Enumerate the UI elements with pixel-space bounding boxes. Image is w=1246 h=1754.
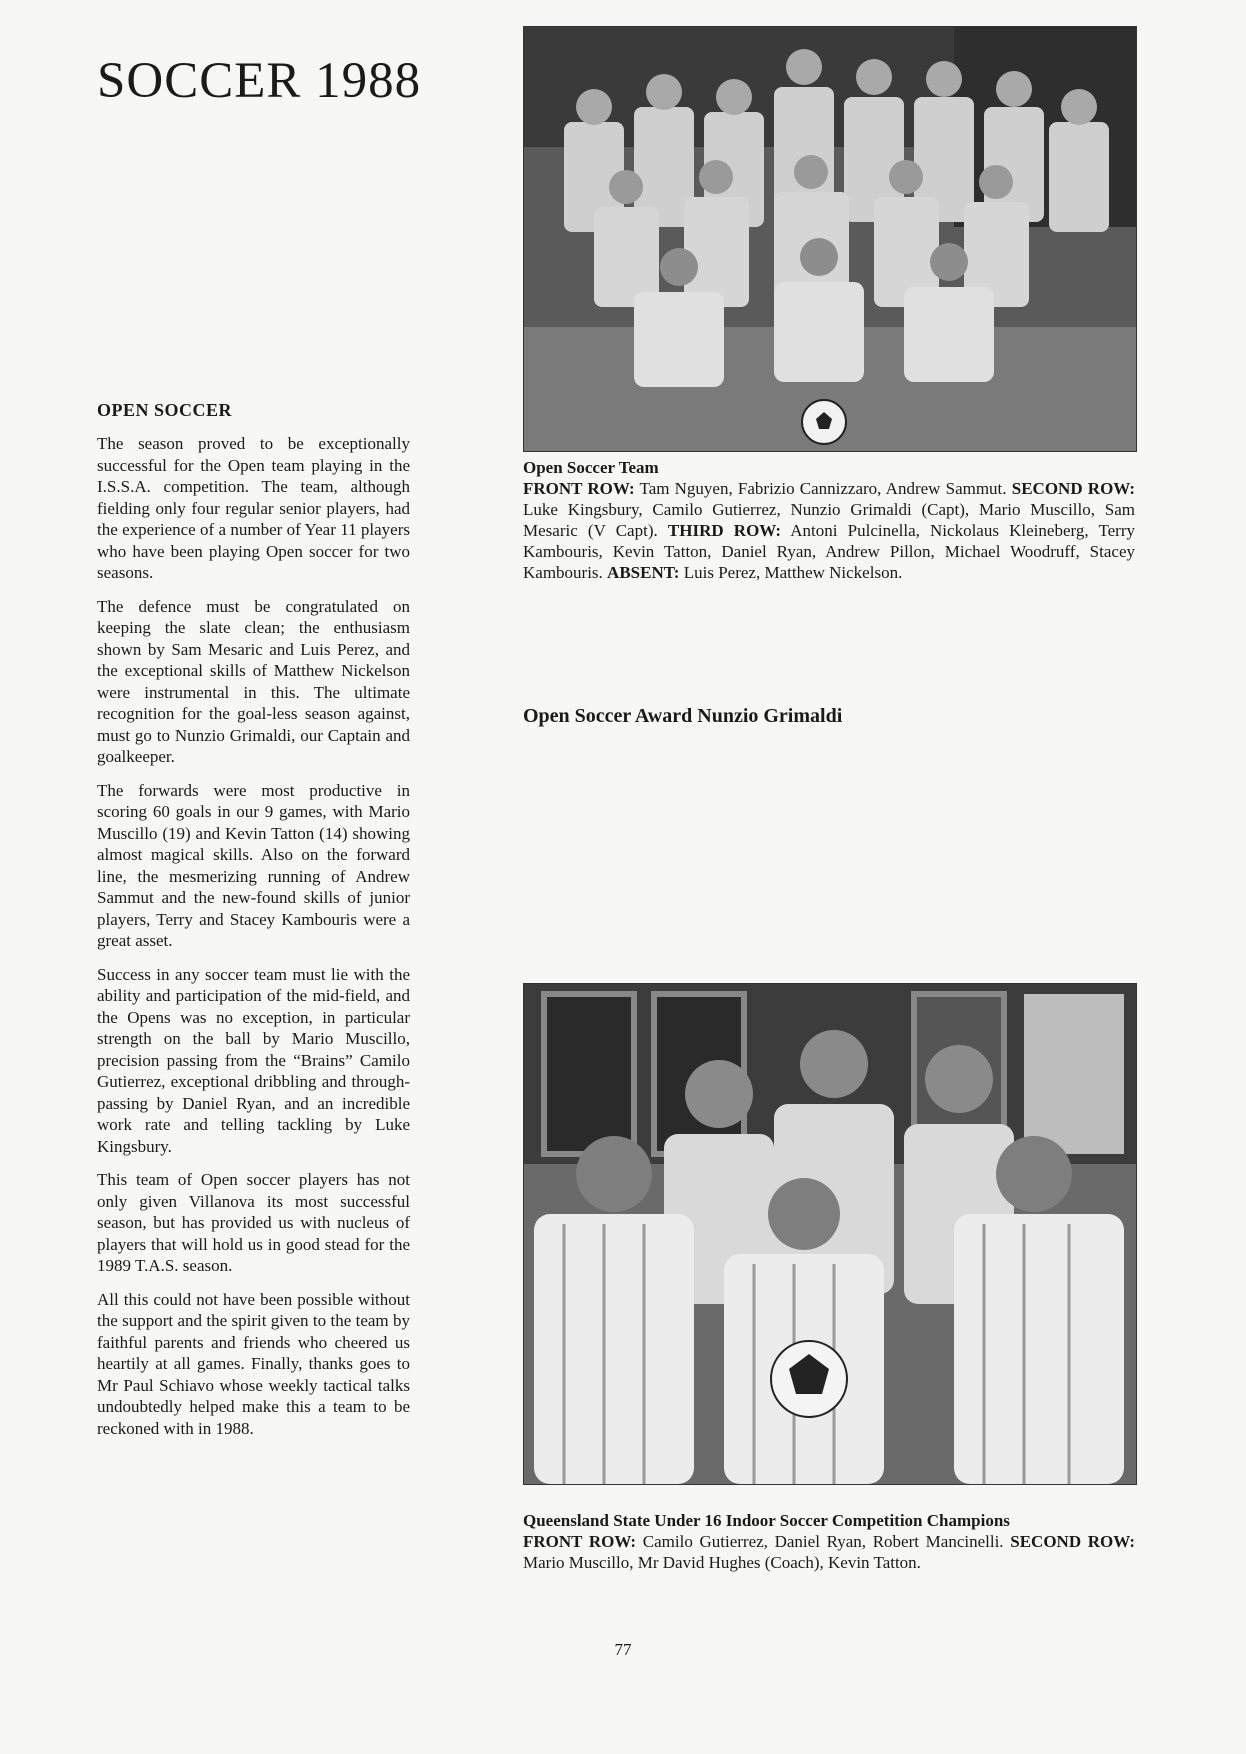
- article-paragraph: All this could not have been possible without the support and the spirit given to the team by faithful parents and friends who cheered us heartily at all games. Finally, thanks goes to Mr Paul Schiavo whose weekly tactical talks undoubtedly helped make this a team to be reckoned with in 1988.: [97, 1289, 410, 1438]
- open-soccer-team-photo: [523, 26, 1137, 452]
- open-team-caption: [523, 457, 1135, 583]
- second-row-label: SECOND ROW:: [1011, 479, 1136, 498]
- section-heading: OPEN SOCCER: [97, 400, 233, 420]
- article-column: [97, 400, 410, 1451]
- article-paragraph: The season proved to be exceptionally successful for the Open team playing in the I.S.S.A. competition. The team, although fielding only four regular senior players, had the experience of a number of Year 11 players who have been playing Open soccer for two seasons.: [97, 434, 410, 582]
- second-row-label: SECOND ROW:: [1010, 1532, 1135, 1551]
- front-row-names: Camilo Gutierrez, Daniel Ryan, Robert Mancinelli.: [636, 1532, 1004, 1551]
- second-row-names: Mario Muscillo, Mr David Hughes (Coach), Kevin Tatton.: [523, 1553, 921, 1572]
- front-row-names: Tam Nguyen, Fabrizio Cannizzaro, Andrew Sammut.: [634, 479, 1007, 498]
- open-team-caption-title: Open Soccer Team: [523, 458, 659, 477]
- front-row-label: FRONT ROW:: [523, 1532, 637, 1551]
- page-title: SOCCER 1988: [97, 53, 422, 109]
- article-paragraph: The defence must be congratulated on keeping the slate clean; the enthusiasm shown by Sam Mesaric and Luis Perez, and the exceptional skills of Matthew Nickelson were instrumental in this. The ultimate recognition for the goal-less season against, must go to Nunzio Grimaldi, our Captain and goalkeeper.: [97, 596, 410, 766]
- third-row-names: Antoni Pulcinella, Nickolaus Kleineberg, Terry Kambouris, Kevin Tatton, Daniel Ryan, Andrew Pillon, Michael Woodruff, Stacey Kambouris.: [523, 521, 1136, 582]
- article-paragraph: This team of Open soccer players has not only given Villanova its most successful season, but has provided us with nucleus of players that will hold us in good stead for the 1989 T.A.S. season.: [97, 1170, 410, 1275]
- page-number: 77: [614, 1640, 632, 1659]
- third-row-label: THIRD ROW:: [667, 521, 782, 540]
- indoor-caption: [523, 1510, 1135, 1573]
- indoor-champions-photo: [523, 983, 1137, 1485]
- award-heading: Open Soccer Award Nunzio Grimaldi: [523, 705, 843, 727]
- second-row-names: Luke Kingsbury, Camilo Gutierrez, Nunzio Grimaldi (Capt), Mario Muscillo, Sam Mesaric (V Capt).: [523, 500, 1135, 540]
- indoor-caption-title: Queensland State Under 16 Indoor Soccer Competition Champions: [523, 1511, 1010, 1530]
- absent-label: ABSENT:: [607, 563, 680, 582]
- article-paragraph: The forwards were most productive in scoring 60 goals in our 9 games, with Mario Muscillo (19) and Kevin Tatton (14) showing almost magical skills. Also on the forward line, the mesmerizing running of Andrew Sammut and the new-found skills of junior players, Terry and Stacey Kambouris were a great asset.: [97, 780, 410, 950]
- absent-names: Luis Perez, Matthew Nickelson.: [679, 563, 903, 582]
- front-row-label: FRONT ROW:: [523, 479, 635, 498]
- article-paragraph: Success in any soccer team must lie with the ability and participation of the mid-field, and the Opens was no exception, in particular strength on the ball by Mario Muscillo, precision passing from the “Brains” Camilo Gutierrez, exceptional dribbling and through-passing by Daniel Ryan, and an incredible work rate and telling tackling by Luke Kingsbury.: [97, 964, 410, 1156]
